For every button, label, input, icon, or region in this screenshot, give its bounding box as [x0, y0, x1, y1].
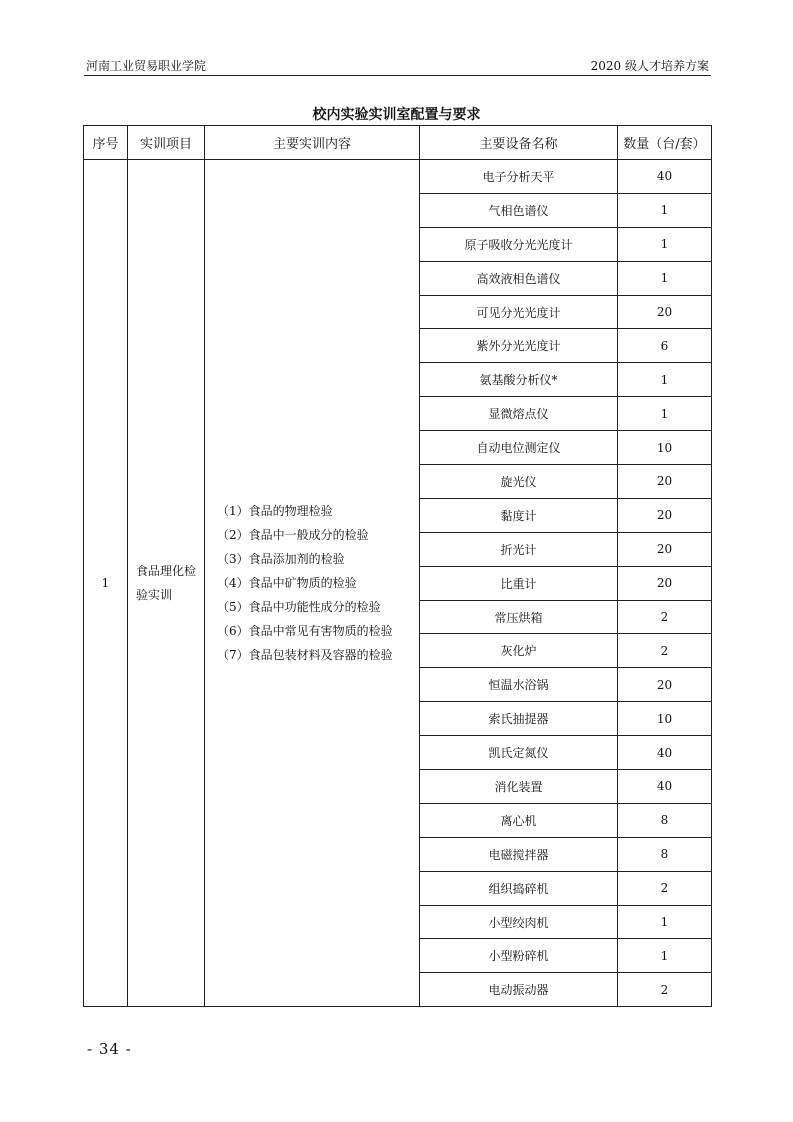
column-header-quantity: 数量（台/套）	[618, 126, 712, 160]
column-header-no: 序号	[84, 126, 128, 160]
header-school-name: 河南工业贸易职业学院	[86, 59, 207, 73]
equipment-quantity: 1	[618, 193, 712, 227]
equipment-name: 显微熔点仪	[420, 397, 618, 431]
equipment-name: 凯氏定氮仪	[420, 736, 618, 770]
training-content-item: （1）食品的物理检验	[217, 504, 333, 519]
equipment-quantity: 20	[618, 295, 712, 329]
equipment-quantity: 40	[618, 770, 712, 804]
equipment-quantity: 10	[618, 702, 712, 736]
equipment-name: 自动电位测定仪	[420, 431, 618, 465]
equipment-name: 黏度计	[420, 498, 618, 532]
training-content-item: （5）食品中功能性成分的检验	[217, 600, 381, 615]
equipment-quantity: 1	[618, 363, 712, 397]
equipment-name: 电动振动器	[420, 973, 618, 1007]
column-header-equipment: 主要设备名称	[420, 126, 618, 160]
equipment-quantity: 8	[618, 837, 712, 871]
page-number: - 34 -	[87, 1040, 132, 1058]
equipment-quantity: 2	[618, 871, 712, 905]
equipment-name: 紫外分光光度计	[420, 329, 618, 363]
equipment-quantity: 2	[618, 634, 712, 668]
equipment-quantity: 20	[618, 498, 712, 532]
equipment-name: 消化装置	[420, 770, 618, 804]
equipment-name: 电磁搅拌器	[420, 837, 618, 871]
equipment-name: 常压烘箱	[420, 600, 618, 634]
equipment-name: 高效液相色谱仪	[420, 261, 618, 295]
equipment-quantity: 40	[618, 160, 712, 194]
equipment-name: 索氏抽提器	[420, 702, 618, 736]
equipment-quantity: 20	[618, 532, 712, 566]
equipment-name: 气相色谱仪	[420, 193, 618, 227]
equipment-quantity: 20	[618, 465, 712, 499]
equipment-name: 离心机	[420, 803, 618, 837]
page-title: 校内实验实训室配置与要求	[312, 107, 481, 123]
equipment-quantity: 20	[618, 566, 712, 600]
equipment-name: 组织捣碎机	[420, 871, 618, 905]
training-content-list	[217, 499, 419, 667]
training-content-item: （7）食品包装材料及容器的检验	[217, 648, 393, 663]
equipment-name: 灰化炉	[420, 634, 618, 668]
equipment-name: 恒温水浴锅	[420, 668, 618, 702]
equipment-name: 可见分光光度计	[420, 295, 618, 329]
equipment-name: 旋光仪	[420, 465, 618, 499]
training-item: 食品理化检验实训	[128, 160, 205, 1007]
lab-config-table	[83, 125, 712, 1007]
header-divider	[84, 75, 711, 76]
equipment-name: 原子吸收分光光度计	[420, 227, 618, 261]
row-number: 1	[84, 160, 128, 1007]
training-content-item: （6）食品中常见有害物质的检验	[217, 624, 393, 639]
equipment-name: 折光计	[420, 532, 618, 566]
equipment-quantity: 40	[618, 736, 712, 770]
training-content	[205, 160, 420, 1007]
equipment-name: 氨基酸分析仪*	[420, 363, 618, 397]
equipment-quantity: 10	[618, 431, 712, 465]
column-header-content: 主要实训内容	[205, 126, 420, 160]
equipment-quantity: 20	[618, 668, 712, 702]
training-content-item: （2）食品中一般成分的检验	[217, 528, 369, 543]
equipment-quantity: 1	[618, 261, 712, 295]
training-content-item: （4）食品中矿物质的检验	[217, 576, 357, 591]
equipment-quantity: 1	[618, 397, 712, 431]
equipment-name: 比重计	[420, 566, 618, 600]
equipment-name: 电子分析天平	[420, 160, 618, 194]
equipment-quantity: 1	[618, 905, 712, 939]
training-content-item: （3）食品添加剂的检验	[217, 552, 345, 567]
header-plan-title: 2020 级人才培养方案	[590, 59, 709, 73]
equipment-quantity: 2	[618, 973, 712, 1007]
column-header-item: 实训项目	[128, 126, 205, 160]
equipment-quantity: 6	[618, 329, 712, 363]
equipment-quantity: 8	[618, 803, 712, 837]
equipment-quantity: 1	[618, 939, 712, 973]
table-header-row	[84, 126, 712, 160]
table-row	[84, 160, 712, 194]
equipment-quantity: 2	[618, 600, 712, 634]
equipment-name: 小型绞肉机	[420, 905, 618, 939]
equipment-name: 小型粉碎机	[420, 939, 618, 973]
equipment-quantity: 1	[618, 227, 712, 261]
